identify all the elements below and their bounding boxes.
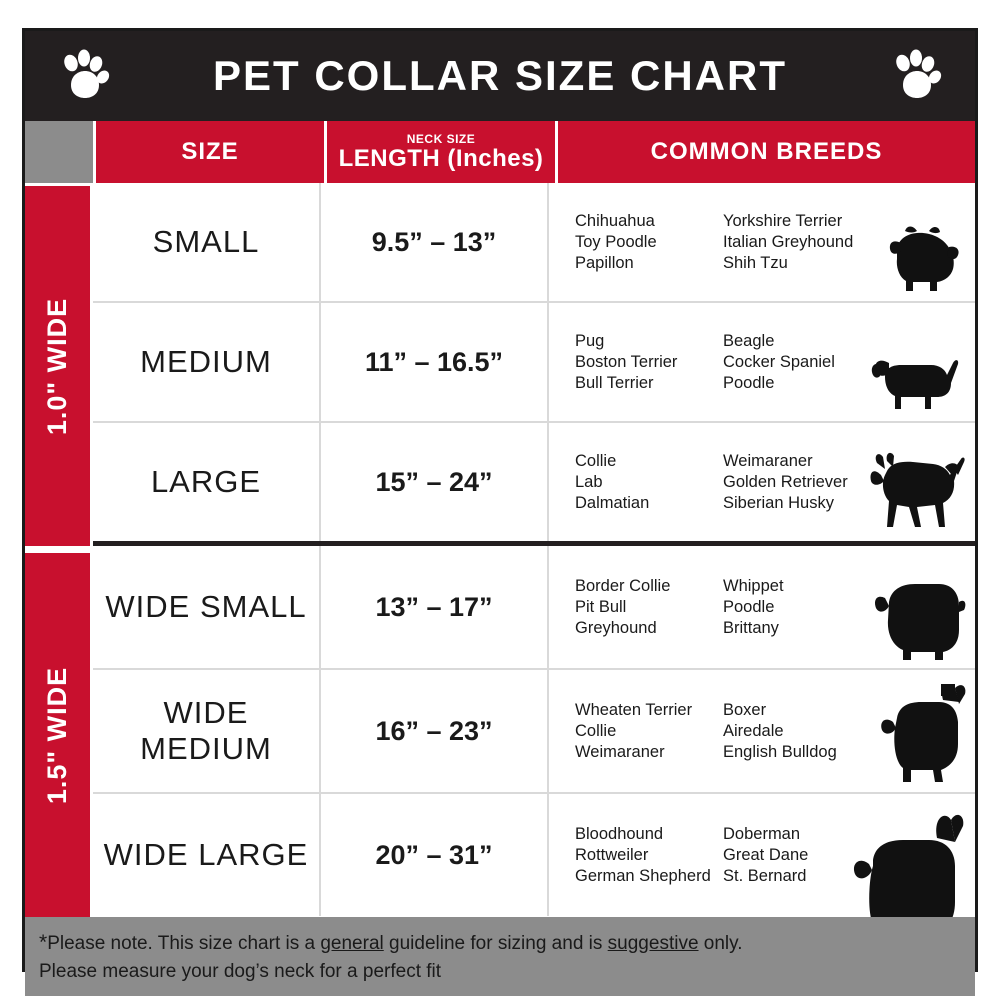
- footer-note: [25, 917, 975, 996]
- dachshund-silhouette: [867, 343, 967, 417]
- breed-item: Brittany: [723, 618, 779, 637]
- footer-underline-general: general: [320, 933, 384, 954]
- row-size: MEDIUM: [93, 303, 321, 421]
- breed-item: Pit Bull: [575, 597, 627, 616]
- group-band-label: 1.0" WIDE: [42, 297, 72, 435]
- row-size: WIDE SMALL: [93, 546, 321, 668]
- row-size: WIDE LARGE: [93, 794, 321, 916]
- breed-item: Greyhound: [575, 618, 657, 637]
- row-length: 9.5” – 13”: [321, 183, 549, 301]
- row-breeds: [549, 546, 975, 668]
- table-row: [93, 546, 975, 670]
- breed-column-2: [723, 576, 873, 639]
- paw-print-icon: [57, 49, 111, 103]
- breed-column-2: [723, 451, 873, 514]
- breed-item: Bull Terrier: [575, 373, 654, 392]
- column-header-size: SIZE: [96, 121, 324, 183]
- breed-item: St. Bernard: [723, 866, 807, 885]
- breed-item: German Shepherd: [575, 866, 711, 885]
- column-header-length-label: LENGTH (Inches): [338, 144, 544, 172]
- breed-item: Whippet: [723, 576, 784, 595]
- column-header-length-sublabel: NECK SIZE: [406, 131, 476, 146]
- row-breeds: [549, 183, 975, 301]
- pet-collar-size-chart: [22, 28, 978, 982]
- breed-item: Yorkshire Terrier: [723, 211, 843, 230]
- row-length: 15” – 24”: [321, 423, 549, 541]
- breed-item: Boston Terrier: [575, 352, 678, 371]
- footer-line-1: [39, 929, 961, 958]
- breed-column-2: [723, 700, 873, 763]
- breed-item: Poodle: [723, 373, 775, 392]
- row-breeds: [549, 794, 975, 916]
- breed-item: Airedale: [723, 721, 784, 740]
- group-band-label: 1.5" WIDE: [42, 666, 72, 804]
- column-header-row: [25, 121, 975, 183]
- footer-line-2: Please measure your dog’s neck for a perfect fit: [39, 961, 442, 982]
- breed-column-1: [575, 700, 723, 763]
- page-title: PET COLLAR SIZE CHART: [213, 52, 787, 99]
- breed-column-1: [575, 451, 723, 514]
- breed-column-1: [575, 576, 723, 639]
- column-header-breeds: COMMON BREEDS: [558, 121, 975, 183]
- table-row: [93, 303, 975, 423]
- size-rows: [93, 183, 975, 917]
- footer-underline-suggestive: suggestive: [607, 933, 699, 954]
- row-length: 16” – 23”: [321, 670, 549, 792]
- breed-item: Bloodhound: [575, 824, 664, 843]
- row-breeds: [549, 423, 975, 541]
- breed-column-1: [575, 331, 723, 394]
- boxer-silhouette: [863, 678, 967, 788]
- footer-text-b: guideline for sizing and is: [383, 933, 608, 954]
- breed-item: Dalmatian: [575, 493, 650, 512]
- row-size: LARGE: [93, 423, 321, 541]
- breed-item: Italian Greyhound: [723, 232, 854, 251]
- table-row: [93, 183, 975, 303]
- group-band-1-5-wide: [25, 553, 90, 917]
- row-size: SMALL: [93, 183, 321, 301]
- breed-item: Border Collie: [575, 576, 671, 595]
- table-row: [93, 670, 975, 794]
- row-size: WIDE MEDIUM: [93, 670, 321, 792]
- breed-item: Siberian Husky: [723, 493, 834, 512]
- row-breeds: [549, 303, 975, 421]
- row-breeds: [549, 670, 975, 792]
- breed-item: Doberman: [723, 824, 801, 843]
- breed-item: Chihuahua: [575, 211, 655, 230]
- row-length: 20” – 31”: [321, 794, 549, 916]
- footer-asterisk: *: [39, 931, 48, 954]
- column-header-corner: [25, 121, 93, 183]
- row-length: 13” – 17”: [321, 546, 549, 668]
- table-row: [93, 794, 975, 916]
- breed-item: Collie: [575, 721, 617, 740]
- chart-header: [25, 31, 975, 121]
- footer-text-c: only.: [698, 933, 743, 954]
- column-header-length: [327, 121, 555, 183]
- chart-body: [25, 183, 975, 917]
- breed-column-1: [575, 211, 723, 274]
- breed-item: English Bulldog: [723, 742, 837, 761]
- breed-item: Collie: [575, 451, 617, 470]
- breed-column-2: [723, 331, 873, 394]
- row-length: 11” – 16.5”: [321, 303, 549, 421]
- breed-item: Rottweiler: [575, 845, 649, 864]
- breed-item: Shih Tzu: [723, 253, 788, 272]
- breed-item: Beagle: [723, 331, 775, 350]
- breed-item: Cocker Spaniel: [723, 352, 835, 371]
- breed-item: Boxer: [723, 700, 767, 719]
- footer-text-a: Please note. This size chart is a: [47, 933, 321, 954]
- shepherd-silhouette: [857, 437, 967, 537]
- breed-item: Weimaraner: [575, 742, 665, 761]
- small-dog-silhouette: [877, 221, 967, 297]
- breed-item: Great Dane: [723, 845, 809, 864]
- breed-item: Wheaten Terrier: [575, 700, 693, 719]
- table-row: [93, 423, 975, 546]
- breed-item: Poodle: [723, 597, 775, 616]
- breed-item: Lab: [575, 472, 603, 491]
- paw-print-icon: [889, 49, 943, 103]
- breed-column-1: [575, 824, 723, 887]
- breed-item: Weimaraner: [723, 451, 813, 470]
- bulldog-silhouette: [867, 568, 967, 664]
- breed-item: Golden Retriever: [723, 472, 848, 491]
- breed-item: Papillon: [575, 253, 634, 272]
- breed-column-2: [723, 211, 873, 274]
- group-band-1-0-wide: [25, 186, 90, 546]
- width-group-sidebar: [25, 183, 93, 917]
- breed-item: Toy Poodle: [575, 232, 657, 251]
- breed-item: Pug: [575, 331, 605, 350]
